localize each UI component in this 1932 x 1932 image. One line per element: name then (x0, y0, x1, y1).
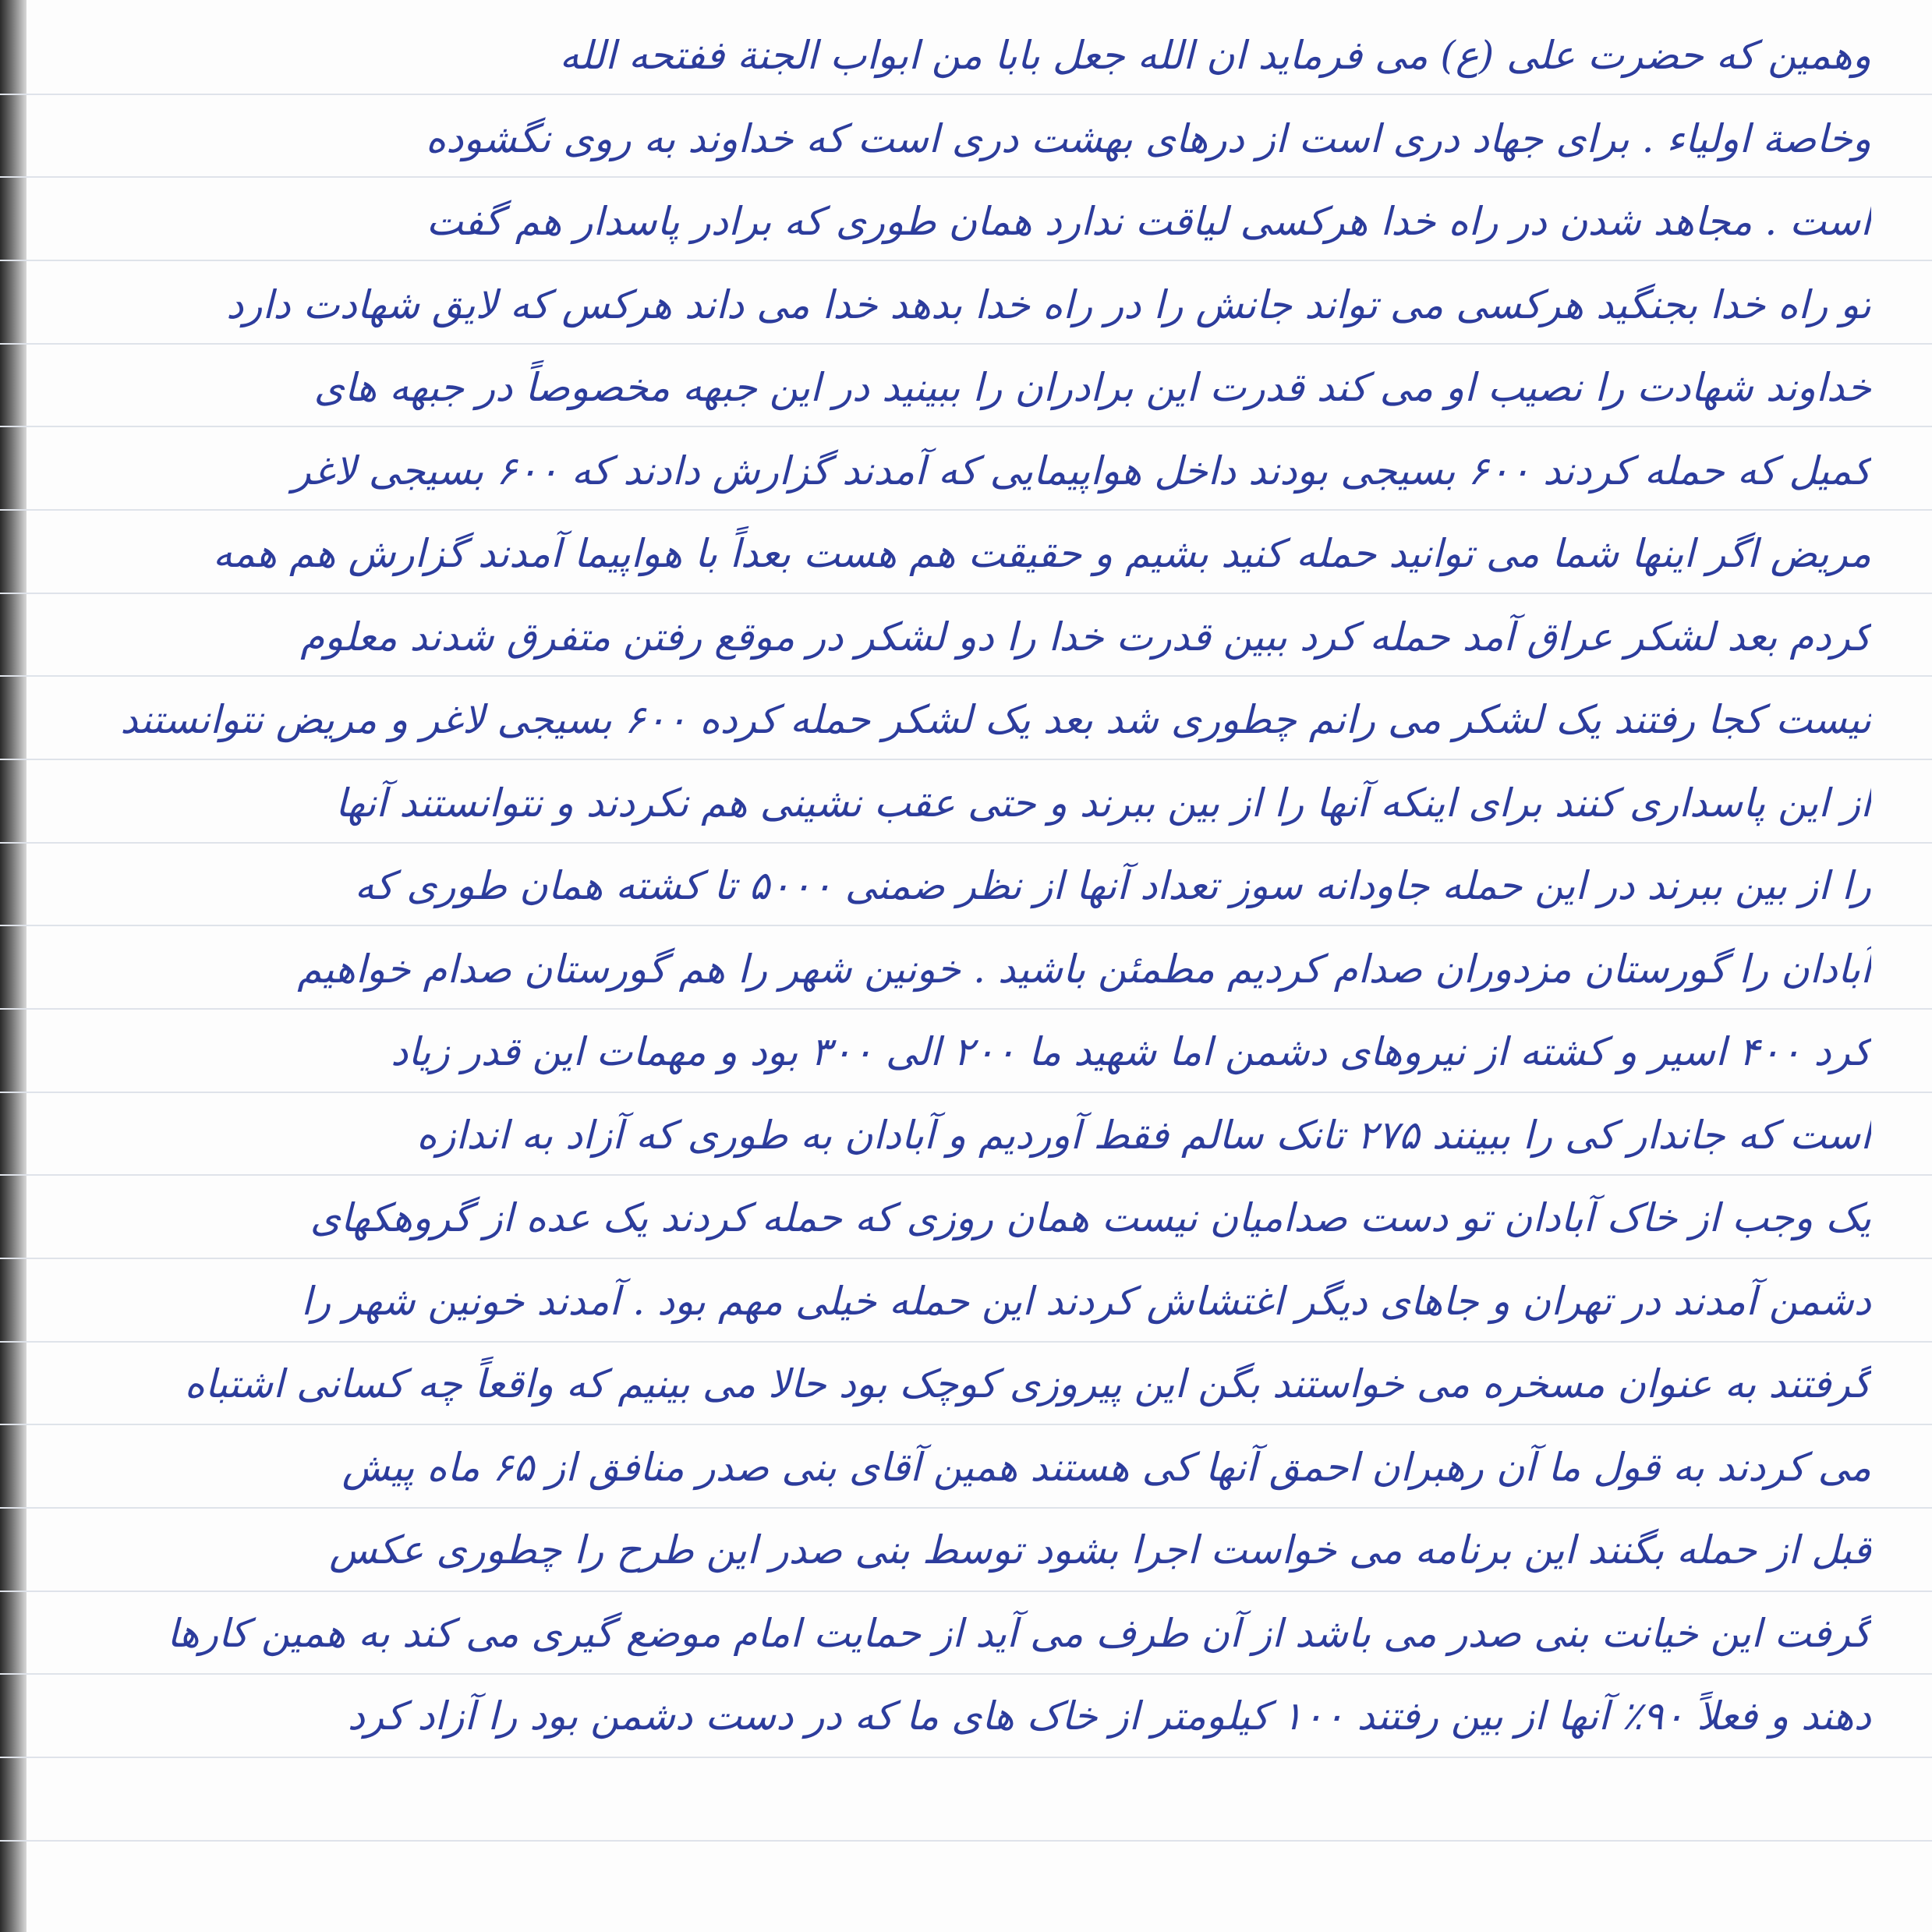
text-line: گرفتند به عنوان مسخره می خواستند بگن این پیروزی کوچک بود حالا می بینیم که واقعاً چه کسانی اشتباه (184, 1361, 1871, 1407)
text-line: مریض اگر اینها شما می توانید حمله کنید بشیم و حقیقت هم هست بعداً با هواپیما آمدند گزارش هم همه (212, 531, 1871, 576)
text-line: می کردند به قول ما آن رهبران احمق آنها کی هستند همین آقای بنی صدر منافق از ۶۵ ماه پیش (341, 1444, 1871, 1490)
text-line: وخاصة اولیاء . برای جهاد دری است از درهای بهشت دری است که خداوند به روی نگشوده (425, 115, 1871, 161)
text-line: کرد ۴۰۰ اسیر و کشته از نیروهای دشمن اما شهید ما ۲۰۰ الی ۳۰۰ بود و مهمات این قدر زیاد (391, 1029, 1871, 1074)
text-line: تو راه خدا بجنگید هرکسی می تواند جانش را در راه خدا بدهد خدا می داند هرکس که لایق شهادت دارد (226, 281, 1871, 327)
text-line: نیست کجا رفتند یک لشکر می رانم چطوری شد بعد یک لشکر حمله کرده ۶۰۰ بسیجی لاغر و مریض نتوانستند (120, 697, 1871, 742)
text-line: کردم بعد لشکر عراق آمد حمله کرد ببین قدرت خدا را دو لشکر در موقع رفتن متفرق شدند معلوم (300, 614, 1871, 660)
text-line: یک وجب از خاک آبادان تو دست صداميان نیست همان روزی که حمله کردند یک عده از گروهکهای (310, 1195, 1871, 1240)
text-line: وهمین که حضرت علی (ع) می فرماید ان الله جعل بابا من ابواب الجنة ففتحه الله (559, 33, 1871, 78)
text-line: دهند و فعلاً ۹۰٪ آنها از بین رفتند ۱۰۰ کیلومتر از خاک های ما که در دست دشمن بود را آزاد کرد (347, 1693, 1871, 1739)
text-line: است که جاندار کی را ببینند ۲۷۵ تانک سالم فقط آوردیم و آبادان به طوری که آزاد به اندازه (416, 1112, 1871, 1158)
binding-edge (0, 0, 27, 1932)
text-line: خداوند شهادت را نصیب او می کند قدرت این برادران را ببینید در این جبهه مخصوصاً در جبهه های (313, 365, 1871, 410)
text-line: گرفت این خیانت بنی صدر می باشد از آن طرف می آید از حمایت امام موضع گیری می کند به همین کارها (167, 1610, 1871, 1656)
handwritten-text-block (55, 14, 1871, 1758)
text-line: قبل از حمله بگنند این برنامه می خواست اجرا بشود توسط بنی صدر این طرح را چطوری عکس (329, 1527, 1871, 1573)
ruled-line (0, 1840, 1932, 1842)
text-line: از این پاسداری کنند برای اینکه آنها را از بین ببرند و حتی عقب نشینی هم نکردند و نتوانستند آنها (335, 780, 1871, 826)
text-line: را از بین ببرند در این حمله جاودانه سوز تعداد آنها از نظر ضمنی ۵۰۰۰ تا کشته همان طوری که (354, 863, 1871, 908)
text-line: است . مجاهد شدن در راه خدا هرکسی لیاقت ندارد همان طوری که برادر پاسدار هم گفت (426, 199, 1871, 244)
text-line: کمیل که حمله کردند ۶۰۰ بسیجی بودند داخل هواپیمایی که آمدند گزارش دادند که ۶۰۰ بسیجی لاغر (292, 448, 1871, 494)
text-line: آبادان را گورستان مزدوران صدام کردیم مطمئن باشید . خونین شهر را هم گورستان صدام خواهیم (297, 946, 1871, 992)
text-line: دشمن آمدند در تهران و جاهای دیگر اغتشاش کردند این حمله خیلی مهم بود . آمدند خونین شهر را (301, 1278, 1871, 1324)
